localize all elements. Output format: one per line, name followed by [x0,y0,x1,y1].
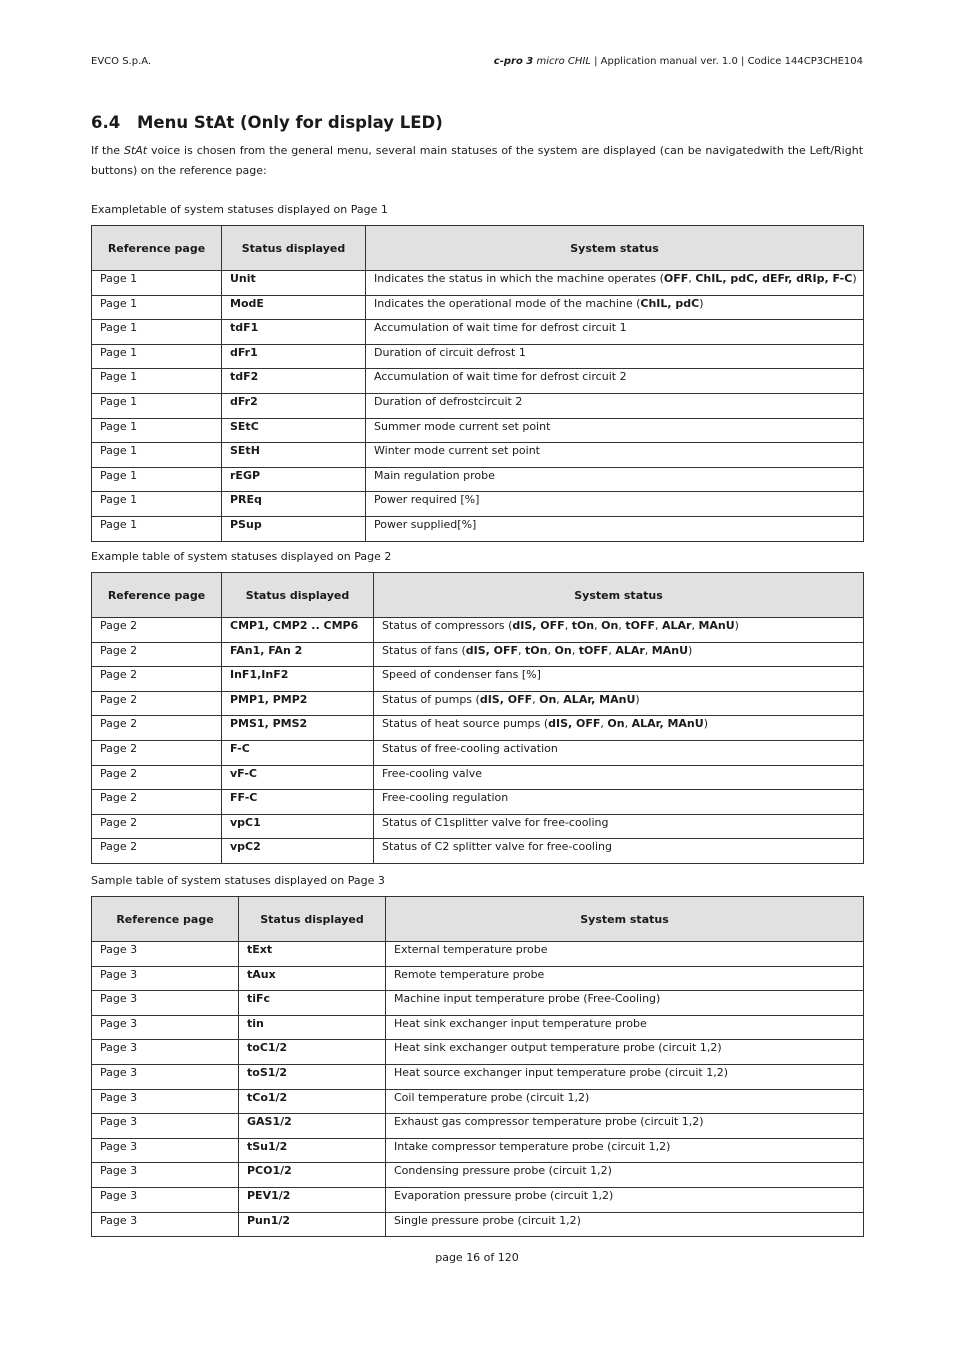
status-text: ) [688,643,693,657]
status-code-cell: PCO1/2 [239,1163,386,1188]
table-row [92,618,864,643]
header-manual: | Application manual ver. 1.0 | Codice 144CP3CHE104 [590,56,863,67]
status-keyword: ALAr, MAnU [631,717,704,731]
status-code-cell: vpC2 [222,839,374,864]
reference-page-cell: Page 3 [92,942,239,967]
column-header: Reference page [92,226,222,271]
status-text: Exhaust gas compressor temperature probe (circuit 1,2) [394,1115,704,1129]
status-text: Status of pumps ( [382,692,480,706]
status-text: Duration of defrostcircuit 2 [374,394,523,408]
header-company: EVCO S.p.A. [91,56,152,67]
status-text: Power supplied[%] [374,517,477,531]
status-text: Heat sink exchanger input temperature probe [394,1016,647,1030]
status-code-cell: dFr1 [222,344,366,369]
status-text: Free-cooling valve [382,766,482,780]
table-row [92,839,864,864]
system-status-cell [386,1015,864,1040]
system-status-cell [366,492,864,517]
status-text: Status of compressors ( [382,619,513,632]
table-row [92,418,864,443]
status-text: , [624,717,632,731]
table-row [92,942,864,967]
system-status-cell [366,320,864,345]
status-text: , [571,643,579,657]
status-keyword: ChIL, pdC, dEFr, dRIp, F-C [695,272,853,285]
table-row [92,1138,864,1163]
reference-page-cell: Page 1 [92,320,222,345]
status-code-cell: toS1/2 [239,1064,386,1089]
reference-page-cell: Page 2 [92,716,222,741]
reference-page-cell: Page 3 [92,1015,239,1040]
status-code-cell: toC1/2 [239,1040,386,1065]
intro-text-italic: StAt [123,144,148,157]
status-keyword: ALAr [661,619,692,632]
system-status-cell [386,1138,864,1163]
status-code-cell: GAS1/2 [239,1114,386,1139]
reference-page-cell: Page 1 [92,516,222,541]
status-text: , [600,717,608,731]
status-text: , [594,619,602,632]
system-status-cell [386,1212,864,1237]
system-status-cell [386,1114,864,1139]
table-row [92,516,864,541]
table-row [92,1187,864,1212]
reference-page-cell: Page 2 [92,839,222,864]
system-status-cell [386,942,864,967]
status-keyword: dIS, OFF [548,717,601,731]
table-row [92,393,864,418]
status-code-cell: tExt [239,942,386,967]
reference-page-cell: Page 1 [92,344,222,369]
table-row [92,642,864,667]
status-code-cell: PREq [222,492,366,517]
status-keyword: ALAr [615,643,645,657]
system-status-cell [386,966,864,991]
system-status-cell [366,295,864,320]
status-text: , [608,643,616,657]
status-text: Accumulation of wait time for defrost circuit 2 [374,370,627,384]
table-row [92,667,864,692]
system-status-cell [374,618,864,643]
status-code-cell: PMS1, PMS2 [222,716,374,741]
system-status-cell [374,839,864,864]
status-keyword: tOFF [625,619,655,632]
status-text: , [556,692,564,706]
status-text: , [547,643,555,657]
intro-paragraph [91,141,863,181]
column-header: System status [374,573,864,618]
system-status-cell [366,271,864,296]
table-header-row [92,226,864,271]
system-status-cell [366,467,864,492]
system-status-cell [386,1064,864,1089]
status-text: External temperature probe [394,943,548,956]
status-code-cell: Pun1/2 [239,1212,386,1237]
table-row [92,369,864,394]
reference-page-cell: Page 1 [92,271,222,296]
system-status-cell [366,344,864,369]
section-heading [91,113,443,132]
status-text: ) [703,717,708,731]
status-keyword: MAnU [698,619,735,632]
status-keyword: MAnU [651,643,689,657]
reference-page-cell: Page 1 [92,369,222,394]
status-keyword: ChIL, pdC [640,296,700,310]
status-keyword: tOn [525,643,548,657]
table-row [92,271,864,296]
table-row [92,1212,864,1237]
reference-page-cell: Page 3 [92,991,239,1016]
reference-page-cell: Page 1 [92,295,222,320]
reference-page-cell: Page 1 [92,443,222,468]
status-text: Condensing pressure probe (circuit 1,2) [394,1164,612,1178]
reference-page-cell: Page 2 [92,618,222,643]
status-code-cell: vF-C [222,765,374,790]
status-text: , [564,619,572,632]
column-header: Status displayed [222,226,366,271]
status-text: Indicates the status in which the machine operates ( [374,272,664,285]
reference-page-cell: Page 3 [92,1040,239,1065]
reference-page-cell: Page 3 [92,1212,239,1237]
status-keyword: tOn [571,619,595,632]
system-status-cell [366,516,864,541]
header-document-info [494,56,863,67]
reference-page-cell: Page 1 [92,467,222,492]
status-text: Accumulation of wait time for defrost circuit 1 [374,321,627,335]
page-number: page 16 of 120 [435,1251,519,1264]
column-header: Reference page [92,573,222,618]
status-code-cell: tiFc [239,991,386,1016]
status-text: Status of C2 splitter valve for free-cooling [382,840,612,854]
status-keyword: dIS, OFF [512,619,565,632]
column-header: Status displayed [239,897,386,942]
system-status-cell [374,691,864,716]
status-text: ) [852,272,857,285]
table-row [92,1163,864,1188]
system-status-cell [366,443,864,468]
status-table-page-1 [91,225,864,542]
reference-page-cell: Page 2 [92,790,222,815]
status-code-cell: PSup [222,516,366,541]
system-status-cell [366,393,864,418]
status-code-cell: PEV1/2 [239,1187,386,1212]
reference-page-cell: Page 1 [92,418,222,443]
status-text: Coil temperature probe (circuit 1,2) [394,1090,590,1104]
system-status-cell [374,740,864,765]
status-text: , [618,619,626,632]
status-keyword: On [601,619,619,632]
status-keyword: ALAr, MAnU [563,692,636,706]
status-code-cell: Unit [222,271,366,296]
status-text: Winter mode current set point [374,444,540,458]
table-row [92,814,864,839]
system-status-cell [374,667,864,692]
status-code-cell: tin [239,1015,386,1040]
status-code-cell: FAn1, FAn 2 [222,642,374,667]
status-code-cell: CMP1, CMP2 .. CMP6 [222,618,374,643]
reference-page-cell: Page 2 [92,814,222,839]
status-keyword: dIS, OFF [479,692,533,706]
status-text: Duration of circuit defrost 1 [374,345,526,359]
status-table-page-3 [91,896,864,1237]
reference-page-cell: Page 2 [92,691,222,716]
table-row [92,991,864,1016]
status-text: , [654,619,662,632]
status-text: , [691,619,699,632]
status-text: Main regulation probe [374,468,495,482]
system-status-cell [386,991,864,1016]
status-text: Intake compressor temperature probe (circuit 1,2) [394,1139,671,1153]
reference-page-cell: Page 2 [92,667,222,692]
status-text: Heat source exchanger input temperature probe (circuit 1,2) [394,1065,729,1079]
status-code-cell: tdF2 [222,369,366,394]
status-keyword: On [554,643,572,657]
status-text: ) [699,296,704,310]
table-row [92,1015,864,1040]
system-status-cell [386,1187,864,1212]
system-status-cell [366,369,864,394]
status-text: Free-cooling regulation [382,791,509,805]
reference-page-cell: Page 2 [92,642,222,667]
status-code-cell: SEtH [222,443,366,468]
status-keyword: On [607,717,625,731]
status-code-cell: FF-C [222,790,374,815]
table-row [92,1064,864,1089]
reference-page-cell: Page 3 [92,1163,239,1188]
table-row [92,765,864,790]
table-header-row [92,573,864,618]
column-header: Status displayed [222,573,374,618]
status-text: Summer mode current set point [374,419,551,433]
system-status-cell [374,790,864,815]
status-text: , [518,643,526,657]
table-row [92,691,864,716]
status-keyword: On [539,692,557,706]
status-text: ) [734,619,739,632]
system-status-cell [386,1089,864,1114]
reference-page-cell: Page 3 [92,1064,239,1089]
status-text: Status of C1splitter valve for free-cooling [382,815,609,829]
system-status-cell [374,716,864,741]
status-code-cell: vpC1 [222,814,374,839]
system-status-cell [374,642,864,667]
table-caption: Sample table of system statuses displayed on Page 3 [91,874,385,887]
status-code-cell: tAux [239,966,386,991]
table-row [92,790,864,815]
status-text: Machine input temperature probe (Free-Cooling) [394,992,661,1006]
status-table-page-2 [91,572,864,864]
table-row [92,1089,864,1114]
status-code-cell: rEGP [222,467,366,492]
section-title: Menu StAt (Only for display LED) [137,113,443,132]
column-header: System status [366,226,864,271]
status-text: Indicates the operational mode of the machine ( [374,296,641,310]
section-number: 6.4 [91,113,121,132]
table-row [92,740,864,765]
table-row [92,1040,864,1065]
table-row [92,467,864,492]
status-text: Status of heat source pumps ( [382,717,549,731]
status-text: Status of free-cooling activation [382,741,558,755]
status-text: , [644,643,652,657]
intro-text-start: If the [91,144,124,157]
reference-page-cell: Page 2 [92,765,222,790]
status-code-cell: tCo1/2 [239,1089,386,1114]
system-status-cell [374,765,864,790]
status-code-cell: SEtC [222,418,366,443]
table-caption: Example table of system statuses displayed on Page 2 [91,550,392,563]
status-text: ) [635,692,640,706]
table-row [92,344,864,369]
table-row [92,320,864,345]
reference-page-cell: Page 3 [92,966,239,991]
status-text: , [688,272,696,285]
table-header-row [92,897,864,942]
status-code-cell: tdF1 [222,320,366,345]
table-caption: Exampletable of system statuses displayed on Page 1 [91,203,388,216]
status-code-cell: ModE [222,295,366,320]
system-status-cell [386,1163,864,1188]
reference-page-cell: Page 3 [92,1138,239,1163]
column-header: System status [386,897,864,942]
status-code-cell: F-C [222,740,374,765]
status-keyword: dIS, OFF [465,643,519,657]
reference-page-cell: Page 3 [92,1114,239,1139]
status-text: Speed of condenser fans [%] [382,668,541,682]
reference-page-cell: Page 3 [92,1187,239,1212]
table-row [92,443,864,468]
status-code-cell: PMP1, PMP2 [222,691,374,716]
reference-page-cell: Page 1 [92,492,222,517]
reference-page-cell: Page 2 [92,740,222,765]
reference-page-cell: Page 1 [92,393,222,418]
status-text: Status of fans ( [382,643,466,657]
status-text: Heat sink exchanger output temperature probe (circuit 1,2) [394,1041,722,1055]
system-status-cell [374,814,864,839]
status-code-cell: tSu1/2 [239,1138,386,1163]
table-row [92,492,864,517]
status-text: Single pressure probe (circuit 1,2) [394,1213,581,1227]
reference-page-cell: Page 3 [92,1089,239,1114]
status-code-cell: InF1,InF2 [222,667,374,692]
header-product: c-pro 3 [493,56,534,67]
status-text: Remote temperature probe [394,967,545,981]
status-keyword: OFF [663,272,689,285]
table-row [92,295,864,320]
table-row [92,716,864,741]
status-text: Evaporation pressure probe (circuit 1,2) [394,1188,614,1202]
column-header: Reference page [92,897,239,942]
table-row [92,966,864,991]
status-code-cell: dFr2 [222,393,366,418]
system-status-cell [366,418,864,443]
intro-text-end: voice is chosen from the general menu, several main statuses of the system are displayed (can be navigatedwith the Left/Right buttons) on the reference page: [91,144,864,177]
header-product-sub: micro CHIL [536,56,591,67]
system-status-cell [386,1040,864,1065]
status-text: Power required [%] [374,493,480,507]
status-text: , [532,692,540,706]
table-row [92,1114,864,1139]
status-keyword: tOFF [578,643,609,657]
